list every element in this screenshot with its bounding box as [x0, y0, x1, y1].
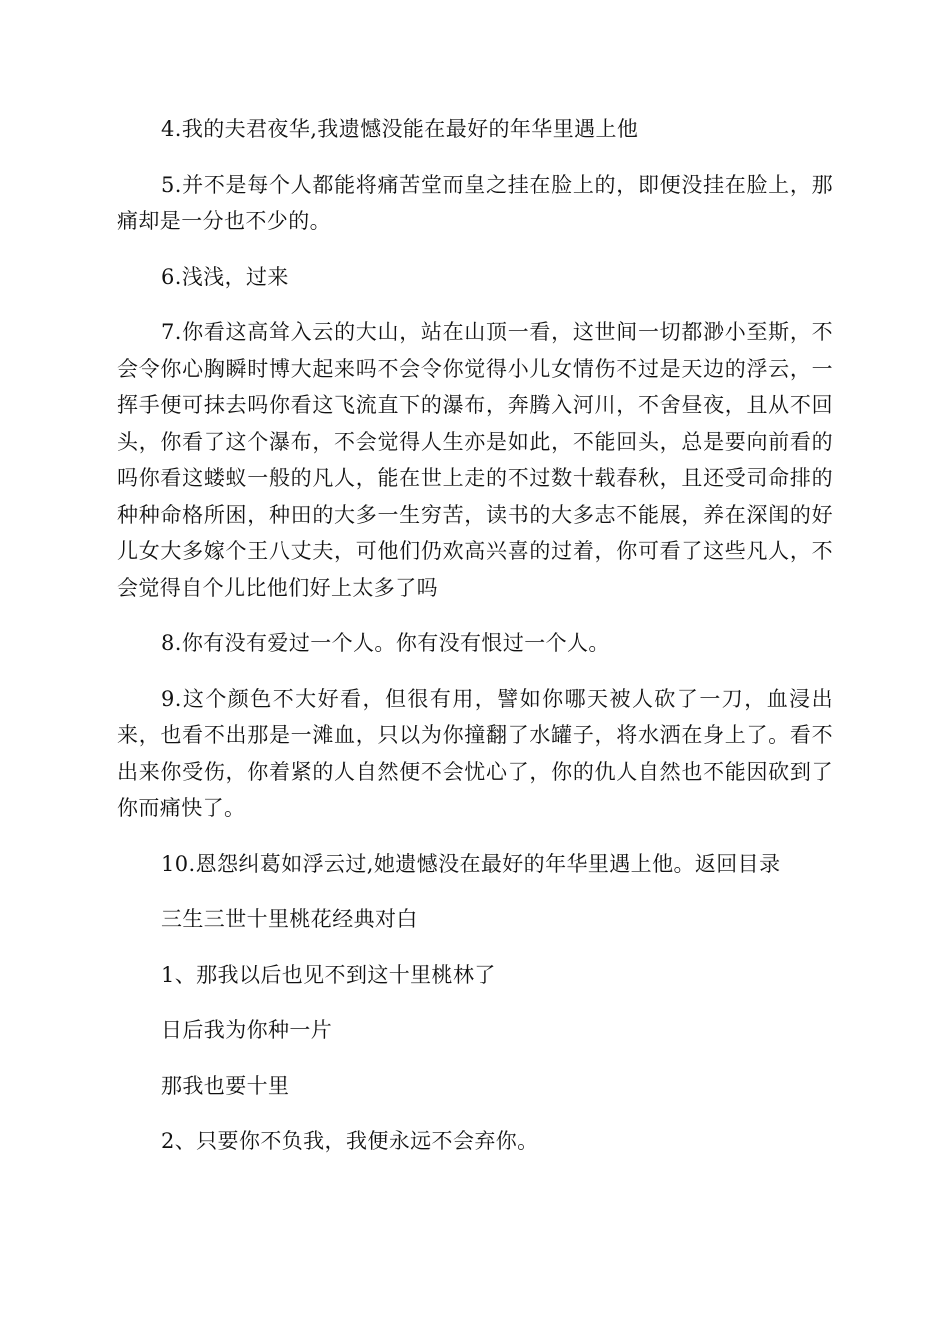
- section-heading: 三生三世十里桃花经典对白: [161, 907, 418, 931]
- quote-6: 6.浅浅，过来: [161, 264, 289, 289]
- quote-10: 10.恩怨纠葛如浮云过,她遗憾没在最好的年华里遇上他。返回目录: [161, 851, 781, 876]
- quote-9: 9.这个颜色不大好看，但很有用，譬如你哪天被人砍了一刀，血浸出来，也看不出那是一滩血，只以为你撞翻了水罐子，将水洒在身上了。看不出来你受伤，你着紧的人自然便不会忧心了，你的仇人自然也不能因砍到了你而痛快了。: [117, 686, 833, 820]
- dialogue-1-line-2: 日后我为你种一片: [161, 1018, 333, 1042]
- quote-5: 5.并不是每个人都能将痛苦堂而皇之挂在脸上的，即便没挂在脸上，那痛却是一分也不少的。: [117, 172, 833, 233]
- quote-4: 4.我的夫君夜华,我遗憾没能在最好的年华里遇上他: [161, 117, 639, 141]
- document-body: [117, 111, 833, 1179]
- dialogue-1-line-1: 1、那我以后也见不到这十里桃林了: [161, 962, 496, 987]
- dialogue-1-line-3: 那我也要十里: [161, 1073, 290, 1098]
- quote-7: 7.你看这高耸入云的大山，站在山顶一看，这世间一切都渺小至斯，不会令你心胸瞬时博大起来吗不会令你觉得小儿女情伤不过是天边的浮云，一挥手便可抹去吗你看这飞流直下的瀑布，奔腾入河川，不舍昼夜，且从不回头，你看了这个瀑布，不会觉得人生亦是如此，不能回头，总是要向前看的吗你看这蝼蚁一般的凡人，能在世上走的不过数十载春秋，且还受司命排的种种命格所困，种田的大多一生穷苦，读书的大多志不能展，养在深闺的好儿女大多嫁个王八丈夫，可他们仍欢高兴喜的过着，你可看了这些凡人，不会觉得自个儿比他们好上太多了吗: [117, 320, 833, 600]
- quote-8: 8.你有没有爱过一个人。你有没有恨过一个人。: [161, 631, 610, 655]
- dialogue-2: 2、只要你不负我，我便永远不会弃你。: [161, 1129, 539, 1153]
